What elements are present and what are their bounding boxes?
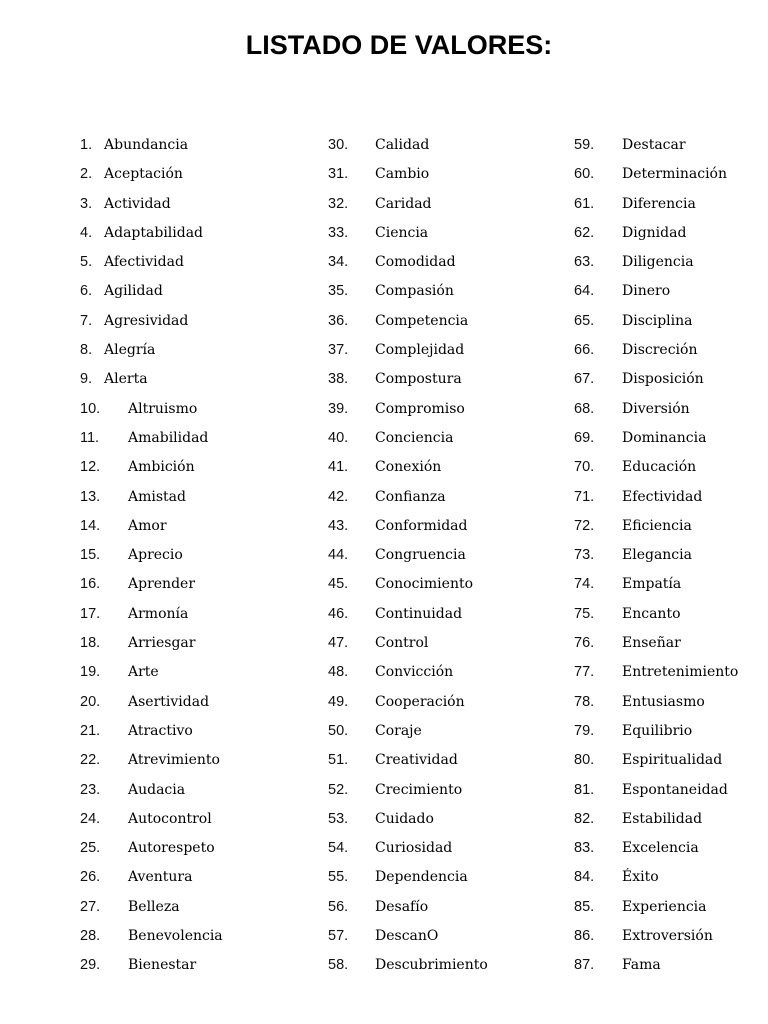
item-label: Calidad xyxy=(375,137,430,153)
item-number: 29. xyxy=(80,957,101,974)
list-item xyxy=(574,368,738,397)
list-item xyxy=(328,837,488,866)
list-item xyxy=(574,720,738,749)
item-number: 36. xyxy=(328,312,349,329)
list-item xyxy=(80,691,223,720)
item-label: Benevolencia xyxy=(128,928,223,945)
item-number: 24. xyxy=(80,810,101,827)
values-list-column-1 xyxy=(80,134,223,984)
item-label: Confianza xyxy=(375,488,446,505)
list-item xyxy=(80,866,223,895)
item-label: Dignidad xyxy=(622,224,687,241)
item-label: Agilidad xyxy=(104,283,163,300)
item-label: Eficiencia xyxy=(622,517,692,534)
item-label: Competencia xyxy=(375,312,469,329)
list-item xyxy=(574,837,738,866)
item-label: Dinero xyxy=(622,283,671,300)
item-label: Agresividad xyxy=(104,312,189,329)
list-item xyxy=(328,368,488,397)
item-number: 65. xyxy=(574,312,595,329)
item-label: Fama xyxy=(622,957,661,974)
item-number: 87. xyxy=(574,957,595,974)
item-number: 1. xyxy=(80,137,93,153)
list-item xyxy=(574,339,738,368)
item-label: Asertividad xyxy=(128,693,210,710)
list-item xyxy=(80,398,223,427)
item-number: 50. xyxy=(328,722,349,739)
item-number: 77. xyxy=(574,664,595,681)
item-label: Equilibrio xyxy=(622,722,693,739)
item-number: 76. xyxy=(574,635,595,652)
item-number: 49. xyxy=(328,693,349,710)
item-number: 4. xyxy=(80,224,93,241)
list-item xyxy=(80,222,223,251)
item-number: 13. xyxy=(80,488,101,505)
item-number: 81. xyxy=(574,781,595,798)
item-label: Aprecio xyxy=(128,547,183,564)
item-number: 48. xyxy=(328,664,349,681)
item-number: 34. xyxy=(328,254,349,271)
item-number: 21. xyxy=(80,722,101,739)
item-number: 8. xyxy=(80,342,93,359)
list-item xyxy=(80,749,223,778)
list-item xyxy=(328,954,488,983)
item-number: 22. xyxy=(80,752,101,769)
list-item xyxy=(328,280,488,309)
item-number: 26. xyxy=(80,869,101,886)
item-label: DescanO xyxy=(375,928,439,945)
item-label: Bienestar xyxy=(128,957,197,974)
item-number: 41. xyxy=(328,459,349,476)
list-item xyxy=(80,603,223,632)
list-item xyxy=(328,779,488,808)
list-item xyxy=(328,456,488,485)
item-label: Caridad xyxy=(375,195,432,212)
item-number: 73. xyxy=(574,547,595,564)
list-item xyxy=(328,515,488,544)
item-number: 40. xyxy=(328,429,349,446)
item-label: Abundancia xyxy=(104,137,189,153)
list-item xyxy=(574,544,738,573)
item-number: 59. xyxy=(574,137,595,153)
item-number: 37. xyxy=(328,342,349,359)
list-item xyxy=(328,544,488,573)
list-item xyxy=(574,896,738,925)
item-number: 25. xyxy=(80,840,101,857)
item-number: 86. xyxy=(574,928,595,945)
list-item xyxy=(574,661,738,690)
item-number: 74. xyxy=(574,576,595,593)
item-label: Éxito xyxy=(622,869,659,886)
item-number: 30. xyxy=(328,137,349,153)
list-item xyxy=(328,310,488,339)
item-label: Desafío xyxy=(375,898,429,915)
list-item xyxy=(574,573,738,602)
list-item xyxy=(80,720,223,749)
list-item xyxy=(328,427,488,456)
item-label: Actividad xyxy=(104,195,171,212)
list-item xyxy=(574,310,738,339)
item-number: 64. xyxy=(574,283,595,300)
item-number: 70. xyxy=(574,459,595,476)
item-number: 38. xyxy=(328,371,349,388)
item-number: 12. xyxy=(80,459,101,476)
page-title: LISTADO DE VALORES: xyxy=(245,30,553,60)
item-label: Cooperación xyxy=(375,693,465,710)
item-label: Ciencia xyxy=(375,224,429,241)
item-number: 71. xyxy=(574,488,595,505)
item-number: 33. xyxy=(328,224,349,241)
item-label: Amor xyxy=(128,517,167,534)
list-item xyxy=(80,632,223,661)
item-label: Diversión xyxy=(622,400,690,417)
item-label: Enseñar xyxy=(622,635,681,652)
list-item xyxy=(328,691,488,720)
list-item xyxy=(574,486,738,515)
list-item xyxy=(328,808,488,837)
item-label: Disciplina xyxy=(622,312,693,329)
item-number: 57. xyxy=(328,928,349,945)
item-number: 9. xyxy=(80,371,93,388)
item-number: 32. xyxy=(328,195,349,212)
item-number: 79. xyxy=(574,722,595,739)
list-item xyxy=(574,808,738,837)
item-label: Educación xyxy=(622,459,697,476)
item-number: 39. xyxy=(328,400,349,417)
item-label: Aceptación xyxy=(104,166,183,183)
list-item xyxy=(80,837,223,866)
item-number: 69. xyxy=(574,429,595,446)
item-label: Coraje xyxy=(375,722,422,739)
item-number: 85. xyxy=(574,898,595,915)
item-label: Convicción xyxy=(375,664,454,681)
list-item xyxy=(328,720,488,749)
item-number: 35. xyxy=(328,283,349,300)
list-item xyxy=(328,661,488,690)
item-label: Atrevimiento xyxy=(128,752,220,769)
item-label: Empatía xyxy=(622,576,682,593)
item-label: Ambición xyxy=(128,459,195,476)
item-label: Cuidado xyxy=(375,810,434,827)
item-number: 7. xyxy=(80,312,93,329)
item-label: Experiencia xyxy=(622,898,707,915)
list-item xyxy=(328,866,488,895)
item-label: Amabilidad xyxy=(128,429,209,446)
list-item xyxy=(574,193,738,222)
list-item xyxy=(574,427,738,456)
item-number: 56. xyxy=(328,898,349,915)
list-item xyxy=(80,456,223,485)
item-label: Destacar xyxy=(622,137,686,153)
item-label: Amistad xyxy=(128,488,186,505)
item-label: Alegría xyxy=(104,342,156,359)
list-item xyxy=(80,251,223,280)
item-label: Continuidad xyxy=(375,605,463,622)
list-item xyxy=(574,603,738,632)
item-number: 51. xyxy=(328,752,349,769)
item-number: 42. xyxy=(328,488,349,505)
list-item xyxy=(574,866,738,895)
item-number: 52. xyxy=(328,781,349,798)
item-number: 20. xyxy=(80,693,101,710)
item-label: Conocimiento xyxy=(375,576,474,593)
item-label: Autorespeto xyxy=(128,840,215,857)
values-list-column-2 xyxy=(328,134,488,984)
item-number: 82. xyxy=(574,810,595,827)
item-number: 75. xyxy=(574,605,595,622)
list-item xyxy=(328,896,488,925)
list-item xyxy=(574,456,738,485)
item-number: 72. xyxy=(574,517,595,534)
item-label: Crecimiento xyxy=(375,781,463,798)
list-item xyxy=(328,486,488,515)
item-label: Encanto xyxy=(622,605,681,622)
item-number: 28. xyxy=(80,928,101,945)
item-label: Afectividad xyxy=(104,254,184,271)
item-label: Elegancia xyxy=(622,547,692,564)
item-number: 58. xyxy=(328,957,349,974)
item-number: 27. xyxy=(80,898,101,915)
values-list-column-3 xyxy=(574,134,738,984)
list-item xyxy=(328,749,488,778)
list-item xyxy=(574,134,738,163)
item-label: Control xyxy=(375,635,429,652)
item-number: 6. xyxy=(80,283,93,300)
list-item xyxy=(328,632,488,661)
list-item xyxy=(80,515,223,544)
item-number: 15. xyxy=(80,547,101,564)
list-item xyxy=(80,280,223,309)
list-item xyxy=(574,398,738,427)
list-item xyxy=(328,603,488,632)
item-label: Belleza xyxy=(128,898,180,915)
list-item xyxy=(328,193,488,222)
list-item xyxy=(80,661,223,690)
item-number: 61. xyxy=(574,195,595,212)
item-number: 53. xyxy=(328,810,349,827)
list-item xyxy=(80,573,223,602)
item-number: 16. xyxy=(80,576,101,593)
item-label: Complejidad xyxy=(375,342,465,359)
item-label: Armonía xyxy=(128,605,189,622)
item-number: 55. xyxy=(328,869,349,886)
item-number: 84. xyxy=(574,869,595,886)
item-number: 45. xyxy=(328,576,349,593)
item-number: 2. xyxy=(80,166,93,183)
list-item xyxy=(574,954,738,983)
list-item xyxy=(80,339,223,368)
item-label: Creatividad xyxy=(375,752,458,769)
list-item xyxy=(574,691,738,720)
item-label: Excelencia xyxy=(622,840,699,857)
item-number: 83. xyxy=(574,840,595,857)
list-item xyxy=(80,163,223,192)
list-item xyxy=(80,193,223,222)
item-number: 44. xyxy=(328,547,349,564)
list-item xyxy=(328,222,488,251)
item-label: Diligencia xyxy=(622,254,694,271)
list-item xyxy=(80,779,223,808)
list-item xyxy=(574,632,738,661)
item-label: Extroversión xyxy=(622,928,713,945)
item-label: Dependencia xyxy=(375,869,468,886)
list-item xyxy=(80,544,223,573)
item-label: Dominancia xyxy=(622,429,707,446)
list-item xyxy=(328,163,488,192)
item-number: 80. xyxy=(574,752,595,769)
list-item xyxy=(574,222,738,251)
item-number: 11. xyxy=(80,429,100,446)
list-item xyxy=(574,779,738,808)
item-label: Autocontrol xyxy=(128,810,212,827)
item-number: 31. xyxy=(328,166,349,183)
item-label: Arriesgar xyxy=(128,635,196,652)
list-item xyxy=(328,925,488,954)
item-label: Espontaneidad xyxy=(622,781,728,798)
item-label: Alerta xyxy=(104,371,148,388)
item-label: Aventura xyxy=(128,869,193,886)
list-item xyxy=(574,515,738,544)
item-label: Compostura xyxy=(375,371,462,388)
item-label: Entusiasmo xyxy=(622,693,705,710)
list-item xyxy=(80,954,223,983)
item-number: 17. xyxy=(80,605,101,622)
list-item xyxy=(574,251,738,280)
item-number: 43. xyxy=(328,517,349,534)
item-label: Curiosidad xyxy=(375,840,453,857)
list-item xyxy=(80,427,223,456)
list-item xyxy=(80,368,223,397)
item-number: 19. xyxy=(80,664,101,681)
item-label: Congruencia xyxy=(375,547,466,564)
item-label: Determinación xyxy=(622,166,727,183)
list-item xyxy=(80,310,223,339)
item-number: 67. xyxy=(574,371,595,388)
item-number: 66. xyxy=(574,342,595,359)
item-label: Conformidad xyxy=(375,517,468,534)
item-label: Compromiso xyxy=(375,400,465,417)
list-item xyxy=(80,896,223,925)
list-item xyxy=(574,749,738,778)
list-item xyxy=(80,486,223,515)
item-number: 5. xyxy=(80,254,93,271)
item-number: 3. xyxy=(80,195,93,212)
item-label: Arte xyxy=(128,664,159,681)
item-number: 63. xyxy=(574,254,595,271)
item-number: 23. xyxy=(80,781,101,798)
list-item xyxy=(574,163,738,192)
item-number: 10. xyxy=(80,400,101,417)
item-number: 47. xyxy=(328,635,349,652)
list-item xyxy=(328,339,488,368)
list-item xyxy=(328,573,488,602)
list-item xyxy=(328,398,488,427)
item-label: Audacia xyxy=(128,781,186,798)
item-label: Disposición xyxy=(622,371,704,388)
list-item xyxy=(80,134,223,163)
item-number: 62. xyxy=(574,224,595,241)
item-number: 18. xyxy=(80,635,101,652)
list-item xyxy=(328,134,488,163)
item-number: 68. xyxy=(574,400,595,417)
item-label: Conexión xyxy=(375,459,442,476)
list-item xyxy=(328,251,488,280)
list-item xyxy=(574,925,738,954)
list-item xyxy=(80,808,223,837)
item-label: Adaptabilidad xyxy=(104,224,204,241)
item-label: Altruismo xyxy=(128,400,198,417)
item-label: Descubrimiento xyxy=(375,957,488,974)
item-number: 78. xyxy=(574,693,595,710)
item-label: Diferencia xyxy=(622,195,696,212)
item-label: Comodidad xyxy=(375,254,456,271)
item-label: Aprender xyxy=(128,576,196,593)
item-label: Efectividad xyxy=(622,488,703,505)
item-label: Cambio xyxy=(375,166,430,183)
item-number: 60. xyxy=(574,166,595,183)
item-label: Entretenimiento xyxy=(622,664,739,681)
list-item xyxy=(80,925,223,954)
item-label: Espiritualidad xyxy=(622,752,723,769)
item-number: 46. xyxy=(328,605,349,622)
item-label: Compasión xyxy=(375,283,454,300)
list-item xyxy=(574,280,738,309)
item-label: Conciencia xyxy=(375,429,454,446)
item-label: Estabilidad xyxy=(622,810,703,827)
item-number: 54. xyxy=(328,840,349,857)
item-number: 14. xyxy=(80,517,101,534)
item-label: Discreción xyxy=(622,342,698,359)
item-label: Atractivo xyxy=(128,722,193,739)
